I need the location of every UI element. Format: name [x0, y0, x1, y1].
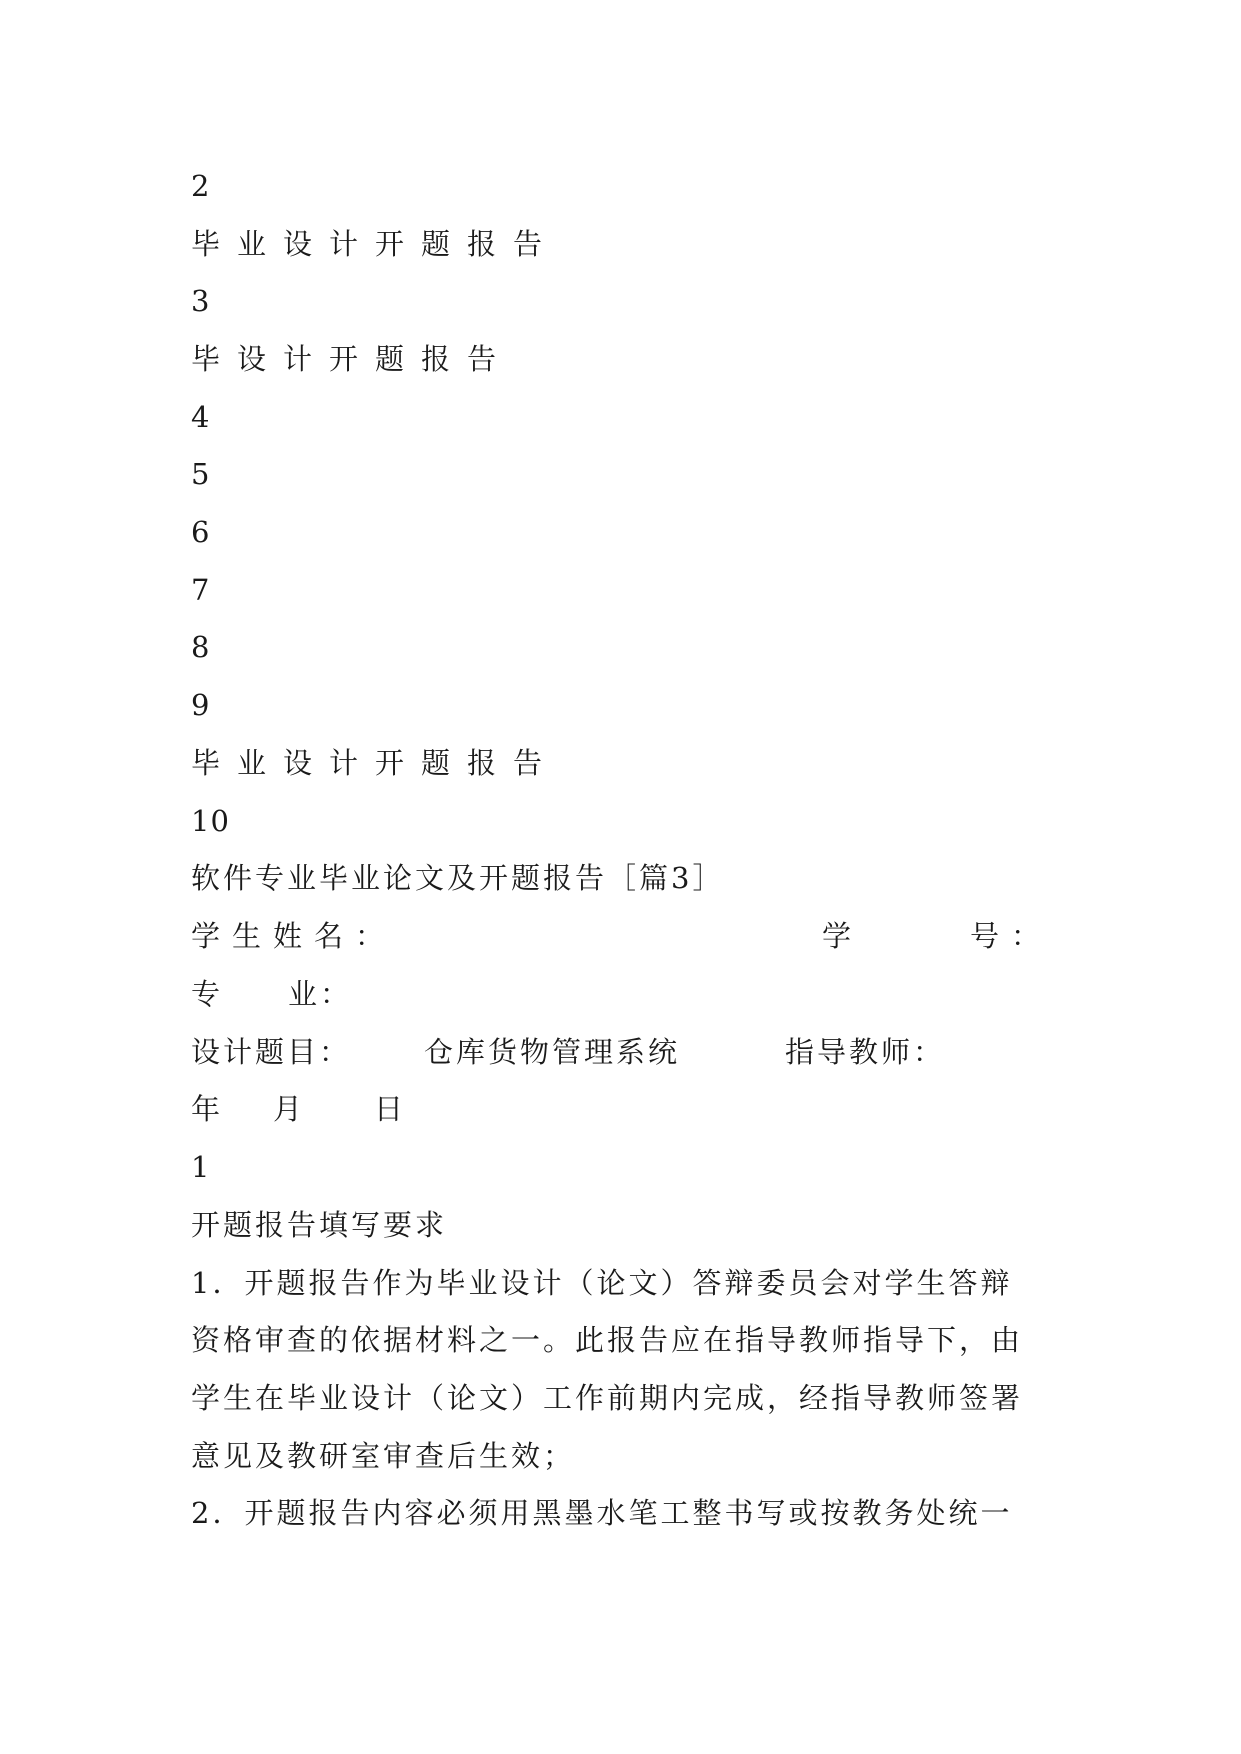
date-month-label: 月	[273, 1092, 306, 1126]
section-heading: 毕业设计开题报告	[191, 227, 560, 261]
topic-label: 设计题目：	[191, 1035, 352, 1069]
section-heading: 毕设计开题报告	[191, 342, 514, 376]
student-name-label: 学生姓名：	[191, 919, 397, 953]
requirement-paragraph: 意见及教研室审查后生效；	[191, 1439, 576, 1473]
section-heading: 毕业设计开题报告	[191, 746, 560, 780]
page-number-3: 3	[191, 284, 211, 318]
requirements-heading: 开题报告填写要求	[191, 1208, 448, 1242]
requirement-paragraph: 2．开题报告内容必须用黑墨水笔工整书写或按教务处统一	[191, 1496, 1013, 1530]
requirement-paragraph: 1．开题报告作为毕业设计（论文）答辩委员会对学生答辩	[191, 1266, 1013, 1300]
requirement-paragraph: 资格审查的依据材料之一。此报告应在指导教师指导下，由	[191, 1323, 1024, 1357]
page-number-9: 9	[191, 688, 211, 722]
topic-value: 仓库货物管理系统	[424, 1035, 681, 1069]
page-number-10: 10	[191, 804, 230, 838]
major-label-part1: 专	[191, 977, 224, 1011]
page-number-5: 5	[191, 457, 211, 491]
date-year-label: 年	[191, 1092, 224, 1126]
page-number-2: 2	[191, 169, 211, 203]
page-number-6: 6	[191, 515, 211, 549]
page-number-4: 4	[191, 400, 211, 434]
page-number-1: 1	[191, 1150, 211, 1184]
major-label-part2: 业：	[288, 977, 353, 1011]
page-number-7: 7	[191, 573, 211, 607]
student-id-label-part1: 学	[822, 919, 855, 953]
advisor-label: 指导教师：	[785, 1035, 946, 1069]
student-id-label-part2: 号：	[970, 919, 1053, 953]
page-number-8: 8	[191, 630, 211, 664]
article-title: 软件专业毕业论文及开题报告［篇3］	[191, 861, 725, 895]
requirement-paragraph: 学生在毕业设计（论文）工作前期内完成，经指导教师签署	[191, 1381, 1024, 1415]
date-day-label: 日	[374, 1092, 407, 1126]
